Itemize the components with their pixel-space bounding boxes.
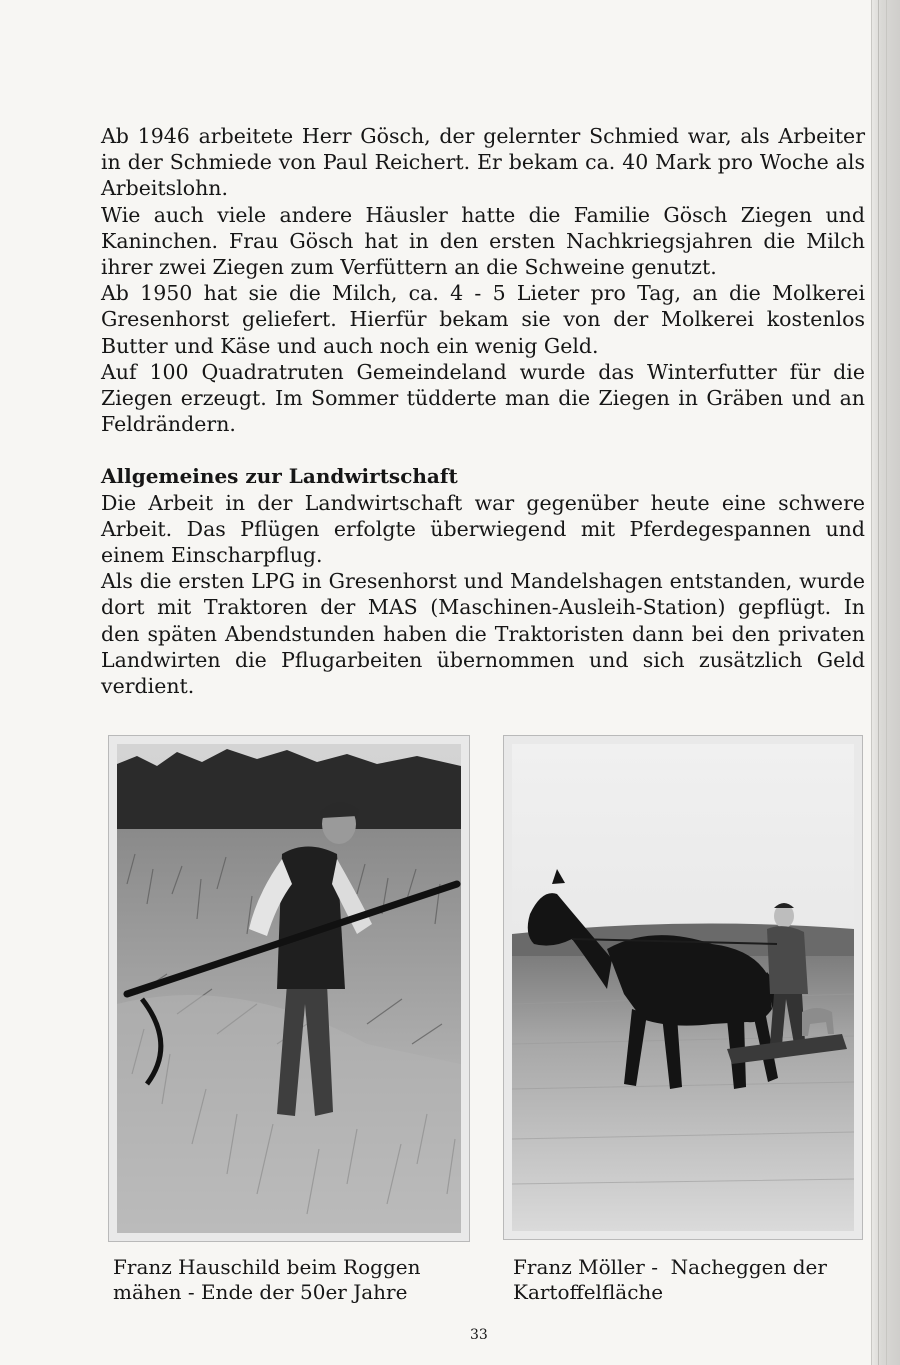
paragraph-1: Ab 1946 arbeitete Herr Gösch, der gelernter Schmied war, als Arbeiter in der Schmiede von Paul Reichert. Er bekam ca. 40 Mark pro Woche als Arbeitslohn. bbox=[101, 124, 865, 201]
page-stack-edge bbox=[871, 0, 900, 1365]
caption-right-line2: Kartoffelfläche bbox=[513, 1280, 664, 1304]
paragraph-5: Die Arbeit in der Landwirtschaft war gegenüber heute eine schwere Arbeit. Das Pflügen erfolgte überwiegend mit Pferdegespannen und einem Einscharpflug. bbox=[101, 490, 865, 568]
scythe-mowing-illustration bbox=[117, 744, 461, 1233]
page-number: 33 bbox=[470, 1327, 488, 1343]
caption-left-line1: Franz Hauschild beim Roggen bbox=[113, 1255, 421, 1279]
caption-left bbox=[113, 1255, 473, 1305]
section-heading: Allgemeines zur Landwirtschaft bbox=[101, 464, 458, 489]
paragraph-6: Als die ersten LPG in Gresenhorst und Mandelshagen entstanden, wurde dort mit Traktoren der MAS (Maschinen-Ausleih-Station) gepflügt. In den späten Abendstunden haben die Traktoristen dann bei den privaten Landwirten die Pflugarbeiten übernommen und sich zusätzlich Geld verdient. bbox=[101, 569, 865, 699]
photo-scythe-mowing bbox=[108, 735, 470, 1242]
horse-harrowing-illustration bbox=[512, 744, 854, 1231]
paragraph-3: Ab 1950 hat sie die Milch, ca. 4 - 5 Lieter pro Tag, an die Molkerei Gresenhorst geliefert. Hierfür bekam sie von der Molkerei kostenlos Butter und Käse und auch noch ein wenig Geld. bbox=[101, 281, 865, 358]
caption-right-line1: Franz Möller - Nacheggen der bbox=[513, 1255, 827, 1279]
paragraph-2: Wie auch viele andere Häusler hatte die Familie Gösch Ziegen und Kaninchen. Frau Gösch hat in den ersten Nachkriegsjahren die Milch ihrer zwei Ziegen zum Verfüttern an die Schweine genutzt. bbox=[101, 202, 865, 280]
caption-left-line2: mähen - Ende der 50er Jahre bbox=[113, 1280, 408, 1304]
caption-right bbox=[513, 1255, 873, 1305]
paragraph-4: Auf 100 Quadratruten Gemeindeland wurde das Winterfutter für die Ziegen erzeugt. Im Sommer tüdderte man die Ziegen in Gräben und an Feldrändern. bbox=[101, 359, 865, 437]
body-text bbox=[101, 123, 865, 699]
photo-horse-harrowing bbox=[503, 735, 863, 1240]
